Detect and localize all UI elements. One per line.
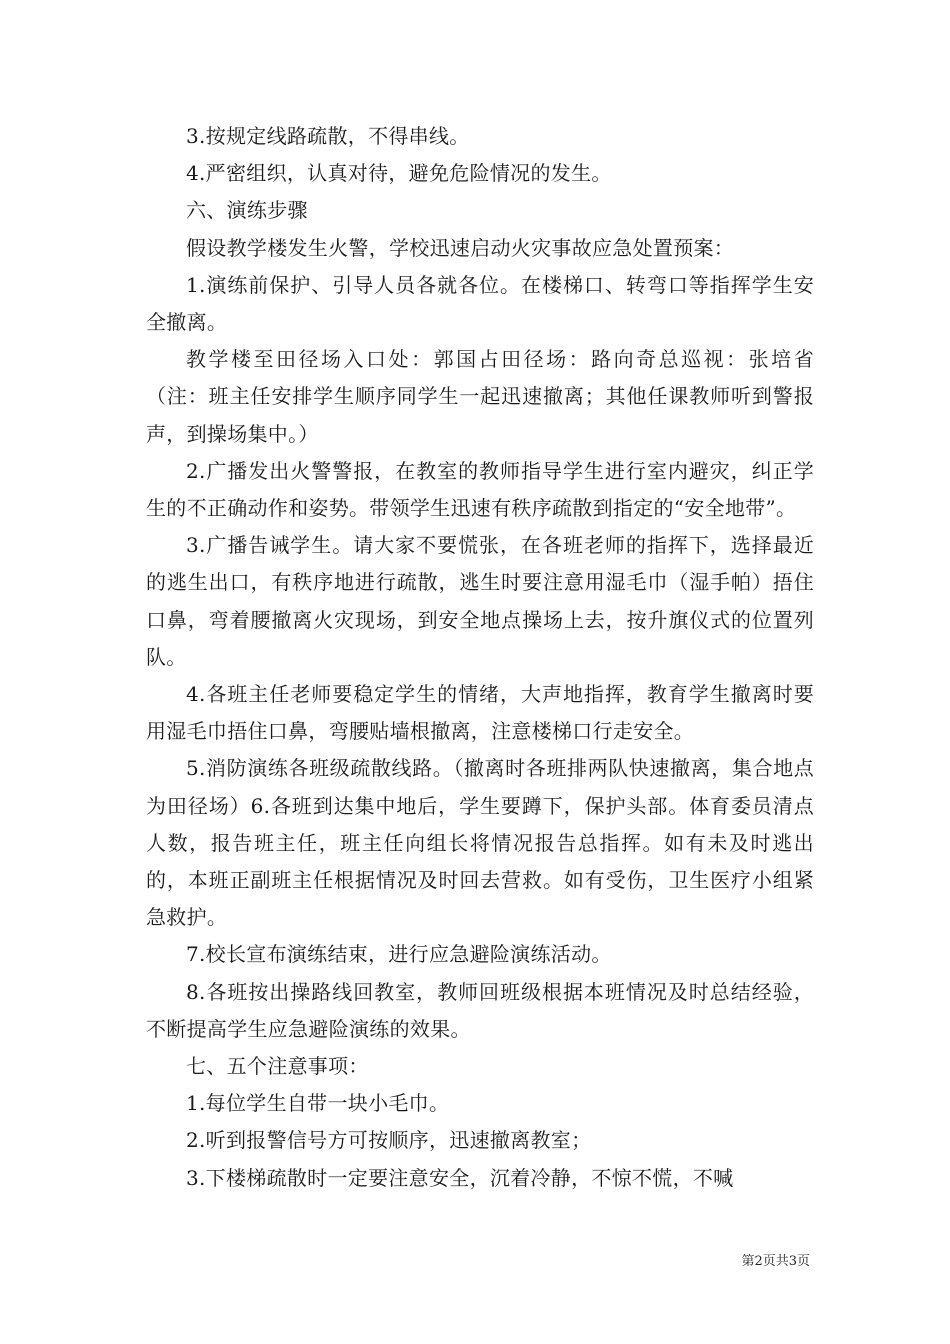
paragraph: 1.演练前保护、引导人员各就各位。在楼梯口、转弯口等指挥学生安全撤离。 [146, 272, 814, 335]
document-body [146, 118, 814, 1197]
page-footer [741, 1250, 810, 1269]
page-number-label: 第2页共3页 [741, 1254, 810, 1269]
section-heading: 七、五个注意事项： [186, 1054, 369, 1079]
paragraph: 2.广播发出火警警报，在教室的教师指导学生进行室内避灾，纠正学生的不正确动作和姿势。带领学生迅速有秩序疏散到指定的“安全地带”。 [146, 458, 814, 521]
section-heading: 六、演练步骤 [186, 198, 308, 223]
paragraph: 教学楼至田径场入口处：郭国占田径场：路向奇总巡视：张培省（注：班主任安排学生顺序同学生一起迅速撤离；其他任课教师听到警报声，到操场集中。） [146, 347, 814, 446]
paragraph: 3.广播告诫学生。请大家不要慌张，在各班老师的指挥下，选择最近的逃生出口，有秩序地进行疏散，逃生时要注意用湿毛巾（湿手帕）捂住口鼻，弯着腰撤离火灾现场，到安全地点操场上去，按升旗仪式的位置列队。 [146, 533, 814, 669]
paragraph: 5.消防演练各班级疏散线路。（撤离时各班排两队快速撤离，集合地点为田径场）6.各班到达集中地后，学生要蹲下，保护头部。体育委员清点人数，报告班主任，班主任向组长将情况报告总指挥。如有未及时逃出的，本班正副班主任根据情况及时回去营救。如有受伤，卫生医疗小组紧急救护。 [146, 756, 814, 930]
paragraph: 假设教学楼发生火警，学校迅速启动火灾事故应急处置预案： [186, 235, 735, 260]
paragraph: 2.听到报警信号方可按顺序，迅速撤离教室； [186, 1128, 592, 1153]
paragraph: 3.下楼梯疏散时一定要注意安全，沉着冷静，不惊不慌，不喊 [186, 1165, 734, 1190]
paragraph: 7.校长宣布演练结束，进行应急避险演练活动。 [186, 942, 612, 967]
paragraph: 4.严密组织，认真对待，避免危险情况的发生。 [186, 161, 612, 186]
paragraph: 8.各班按出操路线回教室，教师回班级根据本班情况及时总结经验，不断提高学生应急避险演练的效果。 [146, 979, 814, 1041]
paragraph: 4.各班主任老师要稳定学生的情绪，大声地指挥，教育学生撤离时要用湿毛巾捂住口鼻，弯腰贴墙根撤离，注意楼梯口行走安全。 [146, 682, 814, 744]
paragraph: 1.每位学生自带一块小毛巾。 [186, 1091, 450, 1116]
paragraph: 3.按规定线路疏散，不得串线。 [186, 124, 470, 148]
